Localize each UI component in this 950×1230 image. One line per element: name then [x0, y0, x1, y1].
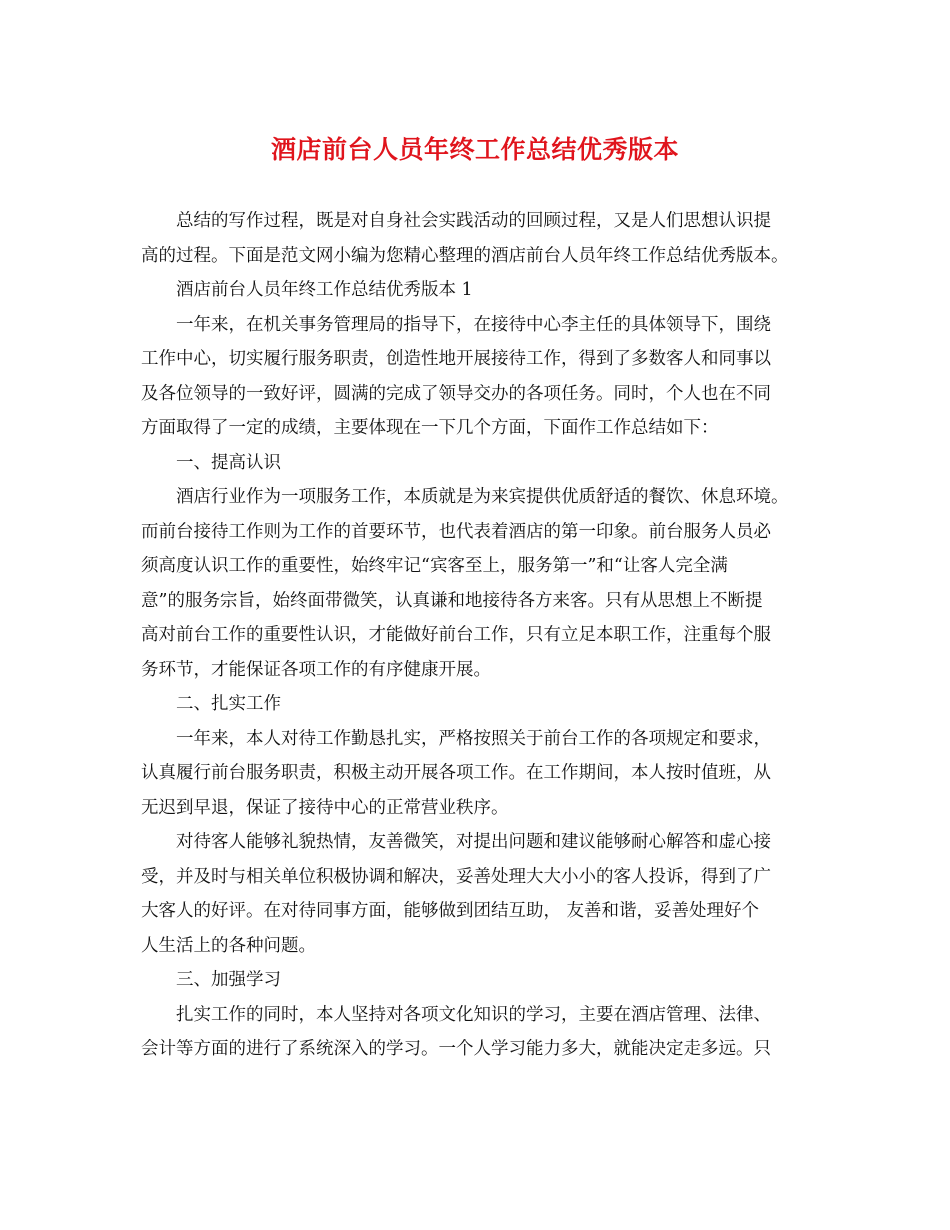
- text-line: 高的过程。下面是范文网小编为您精心整理的酒店前台人员年终工作总结优秀版本。: [141, 245, 789, 266]
- text-line: 对待客人能够礼貌热情，友善微笑，对提出问题和建议能够耐心解答和虚心接: [176, 832, 771, 852]
- text-line: 一、提高认识: [176, 452, 281, 473]
- text-line: 扎实工作的同时，本人坚持对各项文化知识的学习，主要在酒店管理、法律、: [176, 1004, 771, 1025]
- text-line: 酒店行业作为一项服务工作，本质就是为来宾提供优质舒适的餐饮、休息环境。: [176, 487, 789, 507]
- text-line: 须高度认识工作的重要性，始终牢记“宾客至上，服务第一”和“让客人完全满: [141, 556, 728, 576]
- text-line: 二、扎实工作: [176, 694, 281, 714]
- text-line: 三、加强学习: [176, 970, 281, 990]
- text-line: 高对前台工作的重要性认识，才能做好前台工作，只有立足本职工作，注重每个服: [141, 625, 771, 645]
- text-line: 意”的服务宗旨，始终面带微笑，认真谦和地接待各方来客。只有从思想上不断提: [141, 590, 763, 611]
- text-line: 工作中心，切实履行服务职责，创造性地开展接待工作，得到了多数客人和同事以: [141, 349, 771, 369]
- text-line: 一年来，本人对待工作勤恳扎实，严格按照关于前台工作的各项规定和要求，: [176, 728, 771, 749]
- text-line: 及各位领导的一致好评，圆满的完成了领导交办的各项任务。同时，个人也在不同: [141, 383, 771, 404]
- text-line: 会计等方面的进行了系统深入的学习。一个人学习能力多大，就能决定走多远。只: [141, 1039, 771, 1059]
- text-line: 方面取得了一定的成绩，主要体现在一下几个方面，下面作工作总结如下：: [141, 418, 719, 438]
- document-body: [141, 204, 821, 1067]
- text-line: 无迟到早退，保证了接待中心的正常营业秩序。: [141, 797, 509, 818]
- text-line: 而前台接待工作则为工作的首要环节，也代表着酒店的第一印象。前台服务人员必: [141, 521, 771, 542]
- text-line: 受，并及时与相关单位积极协调和解决，妥善处理大大小小的客人投诉，得到了广: [141, 866, 771, 887]
- text-line: 总结的写作过程，既是对自身社会实践活动的回顾过程，又是人们思想认识提: [176, 211, 771, 231]
- text-line: 一年来，在机关事务管理局的指导下，在接待中心李主任的具体领导下，围绕: [176, 314, 771, 335]
- text-line: 务环节，才能保证各项工作的有序健康开展。: [141, 659, 491, 680]
- text-line: 人生活上的各种问题。: [141, 935, 316, 956]
- text-line: 酒店前台人员年终工作总结优秀版本 1: [176, 280, 473, 300]
- text-line: 大客人的好评。在对待同事方面，能够做到团结互助， 友善和谐，妥善处理好个: [141, 901, 760, 921]
- text-line: 认真履行前台服务职责，积极主动开展各项工作。在工作期间，本人按时值班，从: [141, 763, 771, 783]
- document-title: 酒店前台人员年终工作总结优秀版本: [270, 135, 679, 164]
